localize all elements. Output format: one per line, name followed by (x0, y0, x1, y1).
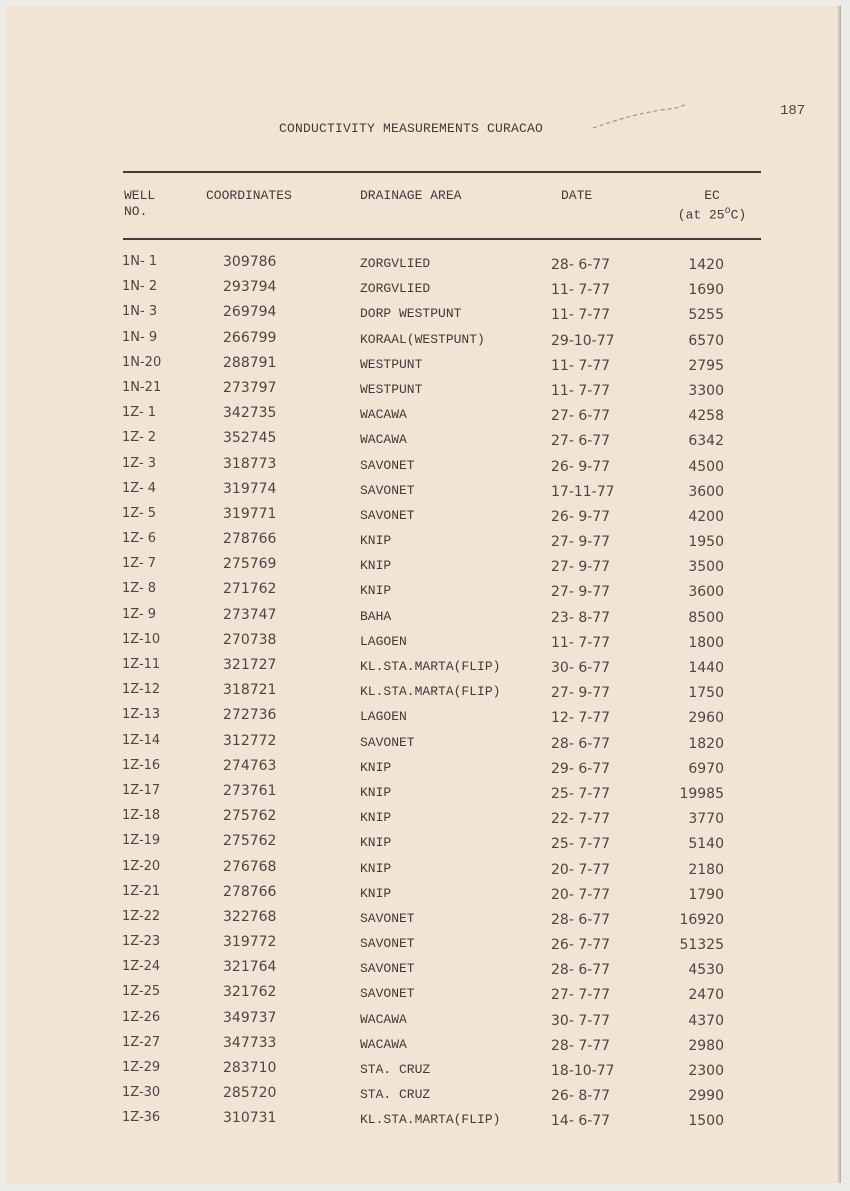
document-page (6, 6, 840, 1183)
cell-drainage-area: KL.STA.MARTA(FLIP) (360, 1112, 501, 1128)
cell-date: 20- 7-77 (551, 861, 611, 878)
document-title: CONDUCTIVITY MEASUREMENTS CURACAO (279, 121, 544, 136)
cell-date: 25- 7-77 (551, 785, 611, 802)
cell-coordinates: 310731 (223, 1110, 277, 1127)
table-row (6, 1035, 850, 1060)
table-row (6, 1010, 850, 1035)
cell-date: 17-11-77 (551, 483, 615, 500)
cell-ec-value: 2795 (688, 357, 724, 374)
cell-drainage-area: ZORGVLIED (360, 256, 431, 271)
cell-date: 27- 6-77 (551, 408, 611, 425)
cell-drainage-area: SAVONET (360, 482, 415, 498)
table-row (6, 1085, 850, 1110)
cell-drainage-area: SAVONET (360, 507, 415, 523)
cell-drainage-area: KNIP (360, 835, 392, 851)
cell-well-number: 1Z- 7 (122, 556, 157, 572)
cell-ec-value: 5255 (688, 307, 724, 324)
table-row (6, 632, 850, 657)
cell-drainage-area: KNIP (360, 885, 392, 901)
cell-well-number: 1Z-27 (122, 1034, 161, 1050)
cell-date: 12- 7-77 (551, 710, 611, 727)
cell-drainage-area: WACAWA (360, 432, 407, 448)
cell-date: 29- 6-77 (551, 760, 611, 777)
cell-ec-value: 2990 (688, 1088, 724, 1105)
cell-ec-value: 2980 (688, 1037, 724, 1054)
cell-date: 30- 6-77 (551, 660, 611, 676)
cell-drainage-area: KNIP (360, 810, 392, 826)
header-ec-line1: EC (704, 188, 720, 203)
cell-ec-value: 1750 (688, 685, 724, 702)
cell-date: 26- 9-77 (551, 458, 611, 475)
table-row (6, 984, 850, 1009)
cell-date: 29-10-77 (551, 332, 615, 349)
cell-ec-value: 51325 (679, 937, 724, 954)
cell-ec-value: 3600 (688, 584, 724, 601)
cell-well-number: 1N-20 (122, 354, 162, 370)
cell-drainage-area: SAVONET (360, 961, 415, 977)
cell-coordinates: 273797 (223, 379, 277, 396)
cell-well-number: 1N- 9 (122, 329, 158, 345)
cell-well-number: 1Z- 2 (122, 430, 157, 446)
cell-coordinates: 271762 (223, 581, 277, 598)
cell-drainage-area: ZORGVLIED (360, 281, 431, 297)
table-row (6, 758, 850, 783)
cell-drainage-area: WESTPUNT (360, 381, 423, 397)
cell-ec-value: 1500 (688, 1113, 724, 1130)
cell-date: 28- 7-77 (551, 1037, 611, 1054)
cell-ec-value: 1800 (688, 634, 724, 651)
cell-ec-value: 16920 (679, 911, 724, 928)
cell-coordinates: 322768 (223, 908, 277, 925)
cell-drainage-area: KNIP (360, 759, 392, 775)
cell-drainage-area: STA. CRUZ (360, 1062, 431, 1077)
header-bottom-rule (123, 238, 761, 240)
cell-well-number: 1Z- 3 (122, 455, 157, 471)
cell-coordinates: 275762 (223, 833, 277, 850)
header-well-line2: NO. (124, 204, 148, 219)
cell-date: 27- 9-77 (551, 559, 611, 576)
cell-well-number: 1Z- 4 (122, 480, 157, 496)
cell-ec-value: 1790 (688, 886, 724, 903)
cell-ec-value: 4500 (688, 458, 724, 475)
cell-drainage-area: SAVONET (360, 910, 415, 926)
table-row (6, 959, 850, 984)
table-row (6, 581, 850, 606)
cell-ec-value: 1820 (688, 735, 724, 752)
cell-well-number: 1Z-24 (122, 959, 161, 975)
cell-coordinates: 285720 (223, 1085, 277, 1102)
table-row (6, 304, 850, 329)
table-row (6, 783, 850, 808)
cell-coordinates: 321762 (223, 984, 277, 1001)
cell-date: 11- 7-77 (551, 307, 611, 324)
cell-date: 11- 7-77 (551, 282, 611, 299)
cell-coordinates: 319774 (223, 480, 277, 497)
cell-well-number: 1Z-10 (122, 631, 161, 647)
cell-well-number: 1Z-11 (122, 657, 161, 672)
table-body (6, 254, 850, 1136)
cell-ec-value: 6570 (688, 332, 724, 349)
cell-well-number: 1Z-12 (122, 682, 161, 698)
header-coordinates: COORDINATES (206, 188, 292, 203)
header-well-line1: WELL (124, 188, 156, 203)
cell-date: 28- 6-77 (551, 911, 611, 928)
cell-ec-value: 3770 (688, 811, 724, 828)
header-ec (662, 188, 762, 223)
table-row (6, 1110, 850, 1135)
cell-date: 11- 7-77 (551, 382, 611, 399)
cell-drainage-area: SAVONET (360, 457, 415, 473)
cell-drainage-area: KL.STA.MARTA(FLIP) (360, 659, 501, 674)
header-top-rule (123, 171, 761, 173)
header-well-no (124, 188, 155, 220)
cell-coordinates: 269794 (223, 304, 277, 321)
cell-date: 28- 6-77 (551, 257, 611, 273)
cell-coordinates: 288791 (223, 354, 277, 371)
cell-well-number: 1Z-19 (122, 833, 161, 849)
table-row (6, 531, 850, 556)
cell-date: 26- 7-77 (551, 937, 611, 954)
cell-date: 27- 6-77 (551, 433, 611, 450)
cell-drainage-area: SAVONET (360, 936, 415, 952)
cell-ec-value: 1690 (688, 282, 724, 299)
cell-ec-value: 2180 (688, 861, 724, 878)
table-row (6, 380, 850, 405)
cell-well-number: 1Z-25 (122, 984, 161, 1000)
cell-drainage-area: KNIP (360, 583, 392, 599)
cell-ec-value: 4200 (688, 508, 724, 525)
table-row (6, 859, 850, 884)
header-drainage-area: DRAINAGE AREA (360, 188, 462, 203)
cell-well-number: 1Z- 8 (122, 581, 157, 597)
table-row (6, 456, 850, 481)
cell-drainage-area: BAHA (360, 608, 392, 624)
cell-coordinates: 321764 (223, 959, 277, 976)
cell-well-number: 1N- 3 (122, 304, 158, 320)
cell-coordinates: 318773 (223, 455, 277, 472)
header-date: DATE (561, 188, 593, 203)
cell-coordinates: 266799 (223, 329, 277, 346)
table-row (6, 430, 850, 455)
cell-drainage-area: DORP WESTPUNT (360, 306, 462, 322)
cell-well-number: 1Z-13 (122, 707, 161, 723)
pen-stroke-mark (591, 102, 691, 132)
cell-ec-value: 6342 (688, 433, 724, 450)
cell-date: 25- 7-77 (551, 836, 611, 853)
cell-coordinates: 275769 (223, 556, 277, 573)
cell-drainage-area: KNIP (360, 860, 392, 876)
cell-well-number: 1Z-36 (122, 1110, 161, 1126)
table-row (6, 607, 850, 632)
cell-drainage-area: KORAAL(WESTPUNT) (360, 331, 485, 347)
cell-ec-value: 8500 (688, 609, 724, 626)
cell-drainage-area: SAVONET (360, 734, 415, 750)
cell-coordinates: 273761 (223, 782, 277, 799)
cell-ec-value: 19985 (679, 785, 724, 802)
cell-well-number: 1N-21 (122, 379, 162, 395)
cell-ec-value: 3500 (688, 559, 724, 576)
cell-coordinates: 342735 (223, 405, 277, 422)
table-row (6, 279, 850, 304)
cell-coordinates: 352745 (223, 430, 277, 447)
cell-coordinates: 319772 (223, 934, 277, 951)
cell-date: 14- 6-77 (551, 1113, 611, 1130)
cell-coordinates: 321727 (223, 657, 277, 673)
header-ec-degree: o (724, 206, 731, 217)
page-number: 187 (780, 103, 806, 119)
cell-date: 27- 7-77 (551, 987, 611, 1004)
cell-coordinates: 278766 (223, 883, 277, 900)
table-row (6, 808, 850, 833)
cell-coordinates: 312772 (223, 732, 277, 749)
cell-well-number: 1Z-26 (122, 1009, 161, 1025)
cell-date: 26- 8-77 (551, 1088, 611, 1105)
table-row (6, 733, 850, 758)
cell-coordinates: 319771 (223, 505, 277, 522)
header-ec-prefix: (at 25 (677, 207, 725, 223)
table-row (6, 707, 850, 732)
cell-ec-value: 3300 (688, 382, 724, 399)
cell-well-number: 1Z- 1 (122, 405, 157, 421)
cell-well-number: 1Z- 6 (122, 531, 157, 547)
cell-date: 28- 6-77 (551, 735, 611, 752)
cell-date: 11- 7-77 (551, 357, 611, 374)
cell-date: 11- 7-77 (551, 634, 611, 651)
cell-well-number: 1Z-18 (122, 808, 161, 824)
cell-coordinates: 273747 (223, 606, 277, 623)
table-row (6, 254, 850, 279)
cell-date: 22- 7-77 (551, 811, 611, 828)
cell-well-number: 1Z-29 (122, 1060, 161, 1075)
cell-ec-value: 3600 (688, 483, 724, 500)
cell-well-number: 1Z-23 (122, 934, 161, 950)
cell-well-number: 1Z-16 (122, 757, 161, 773)
cell-drainage-area: LAGOEN (360, 633, 407, 649)
cell-coordinates: 278766 (223, 531, 277, 548)
cell-well-number: 1Z- 5 (122, 505, 157, 521)
cell-drainage-area: WACAWA (360, 1011, 407, 1027)
table-row (6, 934, 850, 959)
cell-drainage-area: KNIP (360, 784, 392, 800)
table-row (6, 909, 850, 934)
cell-drainage-area: WACAWA (360, 407, 407, 423)
header-ec-line2 (662, 204, 762, 223)
cell-date: 20- 7-77 (551, 886, 611, 903)
cell-coordinates: 275762 (223, 808, 277, 825)
cell-coordinates: 318721 (223, 682, 277, 699)
header-ec-suffix: C) (730, 207, 747, 223)
table-row (6, 481, 850, 506)
table-row (6, 355, 850, 380)
cell-date: 26- 9-77 (551, 508, 611, 525)
cell-coordinates: 293794 (223, 279, 277, 296)
cell-well-number: 1N- 2 (122, 279, 158, 295)
cell-coordinates: 347733 (223, 1034, 277, 1051)
table-row (6, 1060, 850, 1085)
cell-drainage-area: KNIP (360, 558, 392, 574)
cell-well-number: 1Z-22 (122, 908, 161, 924)
table-row (6, 682, 850, 707)
cell-well-number: 1Z- 9 (122, 606, 157, 622)
cell-date: 18-10-77 (551, 1063, 615, 1079)
cell-ec-value: 2300 (688, 1063, 724, 1079)
cell-date: 27- 9-77 (551, 534, 611, 551)
cell-date: 27- 9-77 (551, 584, 611, 601)
cell-ec-value: 1950 (688, 534, 724, 551)
cell-well-number: 1Z-30 (122, 1085, 161, 1101)
cell-coordinates: 270738 (223, 631, 277, 648)
cell-drainage-area: WESTPUNT (360, 356, 423, 372)
cell-ec-value: 1440 (688, 660, 724, 676)
table-row (6, 330, 850, 355)
table-row (6, 506, 850, 531)
cell-ec-value: 6970 (688, 760, 724, 777)
cell-ec-value: 4370 (688, 1012, 724, 1029)
cell-ec-value: 2960 (688, 710, 724, 727)
cell-drainage-area: STA. CRUZ (360, 1087, 431, 1103)
table-row (6, 405, 850, 430)
cell-coordinates: 272736 (223, 707, 277, 724)
cell-well-number: 1Z-20 (122, 858, 161, 874)
cell-drainage-area: KL.STA.MARTA(FLIP) (360, 684, 501, 700)
cell-coordinates: 309786 (223, 254, 277, 270)
cell-well-number: 1Z-21 (122, 883, 161, 899)
cell-coordinates: 276768 (223, 858, 277, 875)
cell-date: 27- 9-77 (551, 685, 611, 702)
cell-drainage-area: LAGOEN (360, 709, 407, 725)
cell-ec-value: 1420 (688, 257, 724, 273)
cell-drainage-area: KNIP (360, 533, 392, 549)
cell-ec-value: 4530 (688, 962, 724, 979)
cell-coordinates: 283710 (223, 1060, 277, 1076)
cell-well-number: 1N- 1 (122, 254, 158, 269)
cell-ec-value: 5140 (688, 836, 724, 853)
cell-drainage-area: WACAWA (360, 1036, 407, 1052)
table-row (6, 556, 850, 581)
cell-date: 30- 7-77 (551, 1012, 611, 1029)
cell-date: 23- 8-77 (551, 609, 611, 626)
cell-drainage-area: SAVONET (360, 986, 415, 1002)
cell-ec-value: 2470 (688, 987, 724, 1004)
table-row (6, 884, 850, 909)
cell-coordinates: 349737 (223, 1009, 277, 1026)
cell-coordinates: 274763 (223, 757, 277, 774)
cell-ec-value: 4258 (688, 408, 724, 425)
cell-well-number: 1Z-14 (122, 732, 161, 748)
cell-date: 28- 6-77 (551, 962, 611, 979)
cell-well-number: 1Z-17 (122, 782, 161, 798)
table-row (6, 657, 850, 682)
table-row (6, 833, 850, 858)
